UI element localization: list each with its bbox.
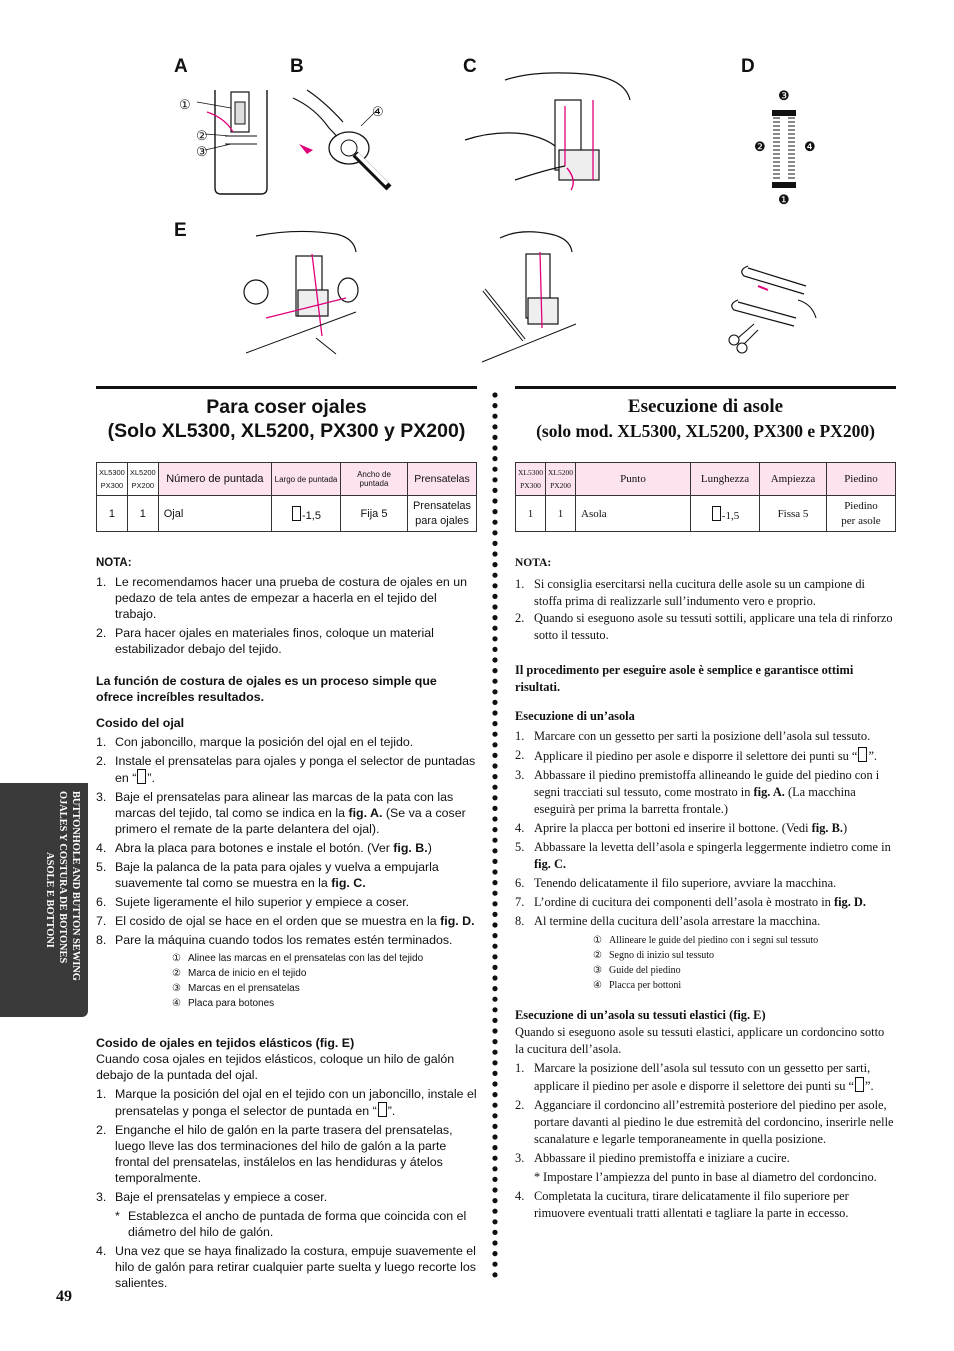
callout-item: ④ Placa para botones — [172, 998, 275, 1009]
callout-legend — [593, 933, 896, 993]
buttonhole-stitch-icon — [712, 506, 721, 521]
buttonhole-stitch-icon — [858, 747, 867, 762]
callout-2-fig-a: ② — [196, 128, 208, 143]
nota-list — [96, 574, 477, 657]
divider-dot — [492, 1187, 497, 1192]
step-item: 1. Con jaboncillo, marque la posición del ojal en el tejido. — [96, 735, 414, 749]
model-header-b: XL5200 PX200 — [127, 463, 158, 496]
step-item: 1. Marque la posición del ojal en el tejido con un jaboncillo, instale el prensatelas y ponga el selector de puntada en “ ”. — [96, 1087, 477, 1118]
callout-item: ③ Marcas en el prensatelas — [172, 983, 300, 994]
divider-dot — [492, 1007, 497, 1012]
model-b-value: 1 — [127, 496, 158, 532]
divider-dot — [492, 806, 497, 811]
width-value: Fija 5 — [341, 496, 408, 532]
callout-item: ① Alinee las marcas en el prensatelas con las del tejido — [172, 953, 424, 964]
divider-dot — [492, 509, 497, 514]
step-item: 8. Pare la máquina cuando todos los remates estén terminados. — [96, 933, 453, 947]
divider-dot — [492, 922, 497, 927]
figure-label-d: D — [741, 56, 755, 77]
spanish-body — [96, 555, 477, 1291]
divider-dot — [492, 636, 497, 641]
step-item: 5. Abbassare la levetta dell’asola e spingerla leggermente indietro come in fig. C. — [515, 840, 891, 871]
step-item: 2. Instale el prensatelas para ojales y ponga el selector de puntadas en “ ”. — [96, 754, 476, 785]
callout-item: ④ Placca per bottoni — [593, 980, 682, 991]
divider-dot — [492, 816, 497, 821]
divider-dot — [492, 880, 497, 885]
step-item: 2. Agganciare il cordoncino all’estremità posteriore del piedino per asole, portare davanti al piedino le due estremità del cordoncino, inserirle nelle scanalature e legarle temporaneamente in quella posizione. — [515, 1098, 894, 1146]
divider-dot — [492, 1092, 497, 1097]
divider-dot — [492, 1198, 497, 1203]
length-header: Largo de puntada — [272, 463, 341, 496]
divider-dot — [492, 827, 497, 832]
cosido-steps — [96, 734, 477, 948]
divider-dot — [492, 1262, 497, 1267]
divider-dot — [492, 530, 497, 535]
divider-dot — [492, 1039, 497, 1044]
side-tab-line-english: BUTTONHOLE AND BUTTON SEWING — [70, 791, 81, 981]
figure-a-foot-illustration — [175, 88, 285, 198]
divider-dot — [492, 1103, 497, 1108]
divider-dot — [492, 1028, 497, 1033]
divider-dot — [492, 710, 497, 715]
divider-dot — [492, 944, 497, 949]
divider-dot — [492, 541, 497, 546]
divider-dot — [492, 1081, 497, 1086]
stitch-value: Ojal — [158, 496, 271, 532]
step-item: 1. Marcare con un gessetto per sarti la posizione dell’asola sul tessuto. — [515, 729, 871, 743]
italian-title-line2: (solo mod. XL5300, XL5200, PX300 e PX200) — [536, 421, 875, 441]
figure-e1-elastic-illustration — [236, 228, 376, 358]
divider-dot — [492, 435, 497, 440]
divider-dot — [492, 1177, 497, 1182]
foot-value: Prensatelas para ojales — [408, 496, 477, 532]
divider-dot — [492, 1018, 497, 1023]
intro-bold: Il procedimento per eseguire asole è semplice e garantisce ottimi risultati. — [515, 663, 854, 694]
divider-dot — [492, 997, 497, 1002]
callout-3-fig-a: ③ — [196, 144, 208, 159]
divider-dot — [492, 657, 497, 662]
divider-dot — [492, 562, 497, 567]
spanish-title-line2: (Solo XL5300, XL5200, PX300 y PX200) — [107, 420, 466, 442]
buttonhole-stitch-icon — [855, 1077, 864, 1092]
elastic-heading: Esecuzione di un’asola su tessuti elastici (fig. E) — [515, 1008, 766, 1022]
divider-dot — [492, 1219, 497, 1224]
nota-item: 1. Le recomendamos hacer una prueba de costura de ojales en un pedazo de tela antes de empezar a hacerla en el tejido del trabajo. — [96, 575, 467, 621]
model-b-value: 1 — [546, 496, 576, 532]
figure-e3-trim-illustration — [724, 260, 824, 360]
divider-dot — [492, 1071, 497, 1076]
step-note: * Establezca el ancho de puntada de forma que coincida con el diámetro del hilo de galón. — [115, 1209, 467, 1239]
step-item: 8. Al termine della cucitura dell’asola arrestare la macchina. — [515, 914, 821, 928]
elastic-intro: Quando si eseguono asole su tessuti elastici, applicare un cordoncino sotto la cucitura dell’asola. — [515, 1025, 885, 1056]
step-item: 6. Sujete ligeramente el hilo superior y empiece a coser. — [96, 895, 410, 909]
step-item: 4. Una vez que se haya finalizado la costura, empuje suavemente el hilo de galón para retirar cualquier parte suelta y luego recorte los salientes. — [96, 1244, 476, 1290]
divider-dot — [492, 1134, 497, 1139]
step-item: 4. Completata la cucitura, tirare delicatamente il filo superiore per rimuovere eventuali tratti allentati e tagliare la parte in eccesso. — [515, 1189, 849, 1220]
column-divider — [491, 392, 501, 1287]
divider-dot — [492, 551, 497, 556]
divider-dot — [492, 838, 497, 843]
divider-dot — [492, 732, 497, 737]
nota-item: 1. Si consiglia esercitarsi nella cucitura delle asole su un campione di stoffa prima di realizzarle sull’indumento vero e proprio. — [515, 577, 865, 608]
length-header: Lunghezza — [691, 463, 760, 496]
divider-dot — [492, 1272, 497, 1277]
divider-dot — [492, 721, 497, 726]
elastic-heading: Cosido de ojales en tejidos elásticos (fig. E) — [96, 1036, 355, 1050]
width-value: Fissa 5 — [760, 496, 827, 532]
figure-d-stitch-order-illustration — [770, 108, 800, 190]
divider-dot — [492, 965, 497, 970]
model-a-value: 1 — [97, 496, 128, 532]
model-a-value: 1 — [516, 496, 546, 532]
elastic-intro: Cuando cosa ojales en tejidos elásticos, coloque un hilo de galón debajo de la puntada del ojal. — [96, 1052, 455, 1082]
callout-3-fig-d: ❸ — [778, 88, 790, 103]
italian-title-rule — [515, 386, 896, 389]
step-item: 3. Abbassare il piedino premistoffa allineando le guide del piedino con i segni tracciati sul tessuto, come mostrato in fig. A. (La macchina eseguirà per prima la barretta frontale.) — [515, 768, 880, 816]
divider-dot — [492, 689, 497, 694]
divider-dot — [492, 1166, 497, 1171]
nota-heading: NOTA: — [515, 557, 552, 569]
model-header-a: XL5300 PX300 — [97, 463, 128, 496]
model-header-a: XL5300 PX300 — [516, 463, 546, 496]
divider-dot — [492, 1145, 497, 1150]
step-item: 1. Marcare la posizione dell’asola sul tessuto con un gessetto per sarti, applicare il piedino per asole e disporre il selettore dei punti su “ ”. — [515, 1061, 874, 1093]
step-item: 2. Enganche el hilo de galón en la parte trasera del prensatelas, luego lleve las dos terminaciones del hilo de galón a la parte frontal del prensatelas, instálelos en las hendiduras y átelos temporalmente. — [96, 1123, 453, 1185]
divider-dot — [492, 753, 497, 758]
divider-dot — [492, 1240, 497, 1245]
divider-dot — [492, 1113, 497, 1118]
model-header-b: XL5200 PX200 — [546, 463, 576, 496]
side-tab-text — [0, 783, 88, 1017]
callout-2-fig-d: ❷ — [754, 139, 766, 154]
step-item: 2. Applicare il piedino per asole e disporre il selettore dei punti su “ ”. — [515, 748, 878, 763]
section-side-tab — [0, 783, 88, 1017]
divider-dot — [492, 626, 497, 631]
spanish-column — [96, 386, 477, 443]
italian-title-line1: Esecuzione di asole — [627, 396, 784, 417]
callout-item: ② Marca de inicio en el tejido — [172, 968, 307, 979]
callout-legend — [172, 951, 477, 1011]
step-item: 4. Aprire la placca per bottoni ed inserire il bottone. (Vedi fig. B.) — [515, 821, 848, 835]
divider-dot — [492, 975, 497, 980]
step-item: 7. El cosido de ojal se hace en el orden que se muestra en la fig. D. — [96, 914, 475, 928]
foot-header: Prensatelas — [408, 463, 477, 496]
divider-dot — [492, 1060, 497, 1065]
callout-item: ② Segno di inizio sul tessuto — [593, 950, 714, 961]
divider-dot — [492, 1156, 497, 1161]
spanish-settings-table — [96, 462, 477, 532]
divider-dot — [492, 1251, 497, 1256]
length-value: -1,5 — [272, 496, 341, 532]
divider-dot — [492, 467, 497, 472]
spanish-title — [96, 395, 477, 443]
italian-column — [515, 386, 896, 443]
foot-value: Piedino per asole — [827, 496, 896, 532]
callout-item: ③ Guide del piedino — [593, 965, 681, 976]
divider-dot — [492, 912, 497, 917]
divider-dot — [492, 583, 497, 588]
nota-heading: NOTA: — [96, 557, 132, 569]
width-header: Ancho de puntada — [341, 463, 408, 496]
callout-item: ① Allineare le guide del piedino con i segni sul tessuto — [593, 935, 819, 946]
nota-item: 2. Para hacer ojales en materiales finos, coloque un material estabilizador debajo del tejido. — [96, 626, 434, 656]
divider-dot — [492, 859, 497, 864]
page-number: 49 — [56, 1288, 72, 1305]
divider-dot — [492, 785, 497, 790]
spanish-title-line1: Para coser ojales — [206, 396, 367, 418]
stitch-header: Punto — [576, 463, 691, 496]
callout-1-fig-a: ① — [179, 97, 191, 112]
divider-dot — [492, 403, 497, 408]
step-item: 3. Abbassare il piedino premistoffa e iniziare a cucire. — [515, 1151, 790, 1165]
figure-label-a: A — [174, 56, 188, 77]
divider-dot — [492, 498, 497, 503]
divider-dot — [492, 1050, 497, 1055]
divider-dot — [492, 594, 497, 599]
divider-dot — [492, 1124, 497, 1129]
length-value: -1,5 — [691, 496, 760, 532]
callout-4-fig-d: ❹ — [804, 139, 816, 154]
divider-dot — [492, 456, 497, 461]
step-item: 6. Tenendo delicatamente il filo superiore, avviare la macchina. — [515, 876, 837, 890]
buttonhole-stitch-icon — [378, 1102, 387, 1117]
italian-body — [515, 555, 896, 1222]
divider-dot — [492, 901, 497, 906]
divider-dot — [492, 615, 497, 620]
divider-dot — [492, 392, 497, 397]
side-tab-line-italian: ASOLE E BOTTONI — [44, 852, 55, 948]
step-note: * Impostare l’ampiezza del punto in base al diametro del cordoncino. — [534, 1170, 877, 1184]
divider-dot — [492, 954, 497, 959]
divider-dot — [492, 647, 497, 652]
spanish-title-rule — [96, 386, 477, 389]
divider-dot — [492, 933, 497, 938]
figure-label-e: E — [174, 220, 187, 241]
side-tab-line-spanish: OJALES Y COSTURA DE BOTONES — [57, 791, 68, 964]
callout-1-fig-d: ❶ — [778, 192, 790, 207]
step-item: 7. L’ordine di cucitura dei componenti dell’asola è mostrato in fig. D. — [515, 895, 866, 909]
divider-dot — [492, 891, 497, 896]
nota-list — [515, 576, 896, 644]
divider-dot — [492, 986, 497, 991]
width-header: Ampiezza — [760, 463, 827, 496]
divider-dot — [492, 414, 497, 419]
divider-dot — [492, 445, 497, 450]
asola-steps — [515, 728, 896, 930]
divider-dot — [492, 869, 497, 874]
cosido-heading: Cosido del ojal — [96, 716, 185, 730]
divider-dot — [492, 700, 497, 705]
stitch-header: Número de puntada — [158, 463, 271, 496]
step-item: 3. Baje el prensatelas y empiece a coser. — [96, 1190, 328, 1204]
foot-header: Piedino — [827, 463, 896, 496]
italian-title — [515, 395, 896, 443]
divider-dot — [492, 1230, 497, 1235]
step-item: 5. Baje la palanca de la pata para ojales y vuelva a empujarla suavemente tal como se muestra en la fig. C. — [96, 860, 439, 890]
step-item: 4. Abra la placa para botones e instale el botón. (Ver fig. B.) — [96, 841, 432, 855]
nota-item: 2. Quando si eseguono asole su tessuti sottili, applicare una tela di rinforzo sotto il tessuto. — [515, 611, 893, 642]
divider-dot — [492, 520, 497, 525]
divider-dot — [492, 668, 497, 673]
divider-dot — [492, 774, 497, 779]
divider-dot — [492, 424, 497, 429]
asola-heading: Esecuzione di un’asola — [515, 709, 635, 723]
divider-dot — [492, 1209, 497, 1214]
step-item: 3. Baje el prensatelas para alinear las marcas de la pata con las marcas del tejido, tal como se indica en la fig. A. (Se va a coser primero el remate de la parte delantera del ojal). — [96, 790, 466, 836]
elastic-steps — [515, 1060, 896, 1222]
divider-dot — [492, 795, 497, 800]
divider-dot — [492, 679, 497, 684]
divider-dot — [492, 604, 497, 609]
divider-dot — [492, 488, 497, 493]
figure-c-lever-illustration — [455, 70, 655, 200]
figure-label-b: B — [290, 56, 304, 77]
italian-settings-table — [515, 462, 896, 532]
elastic-steps — [96, 1086, 477, 1291]
figure-e2-elastic-illustration — [480, 228, 590, 364]
divider-dot — [492, 763, 497, 768]
figure-label-c: C — [463, 56, 477, 77]
intro-bold: La función de costura de ojales es un proceso simple que ofrece increíbles resultados. — [96, 674, 437, 704]
buttonhole-stitch-icon — [292, 506, 301, 521]
buttonhole-stitch-icon — [137, 769, 146, 784]
callout-4-fig-b: ④ — [372, 104, 384, 119]
divider-dot — [492, 573, 497, 578]
divider-dot — [492, 477, 497, 482]
divider-dot — [492, 742, 497, 747]
divider-dot — [492, 848, 497, 853]
stitch-value: Asola — [576, 496, 691, 532]
